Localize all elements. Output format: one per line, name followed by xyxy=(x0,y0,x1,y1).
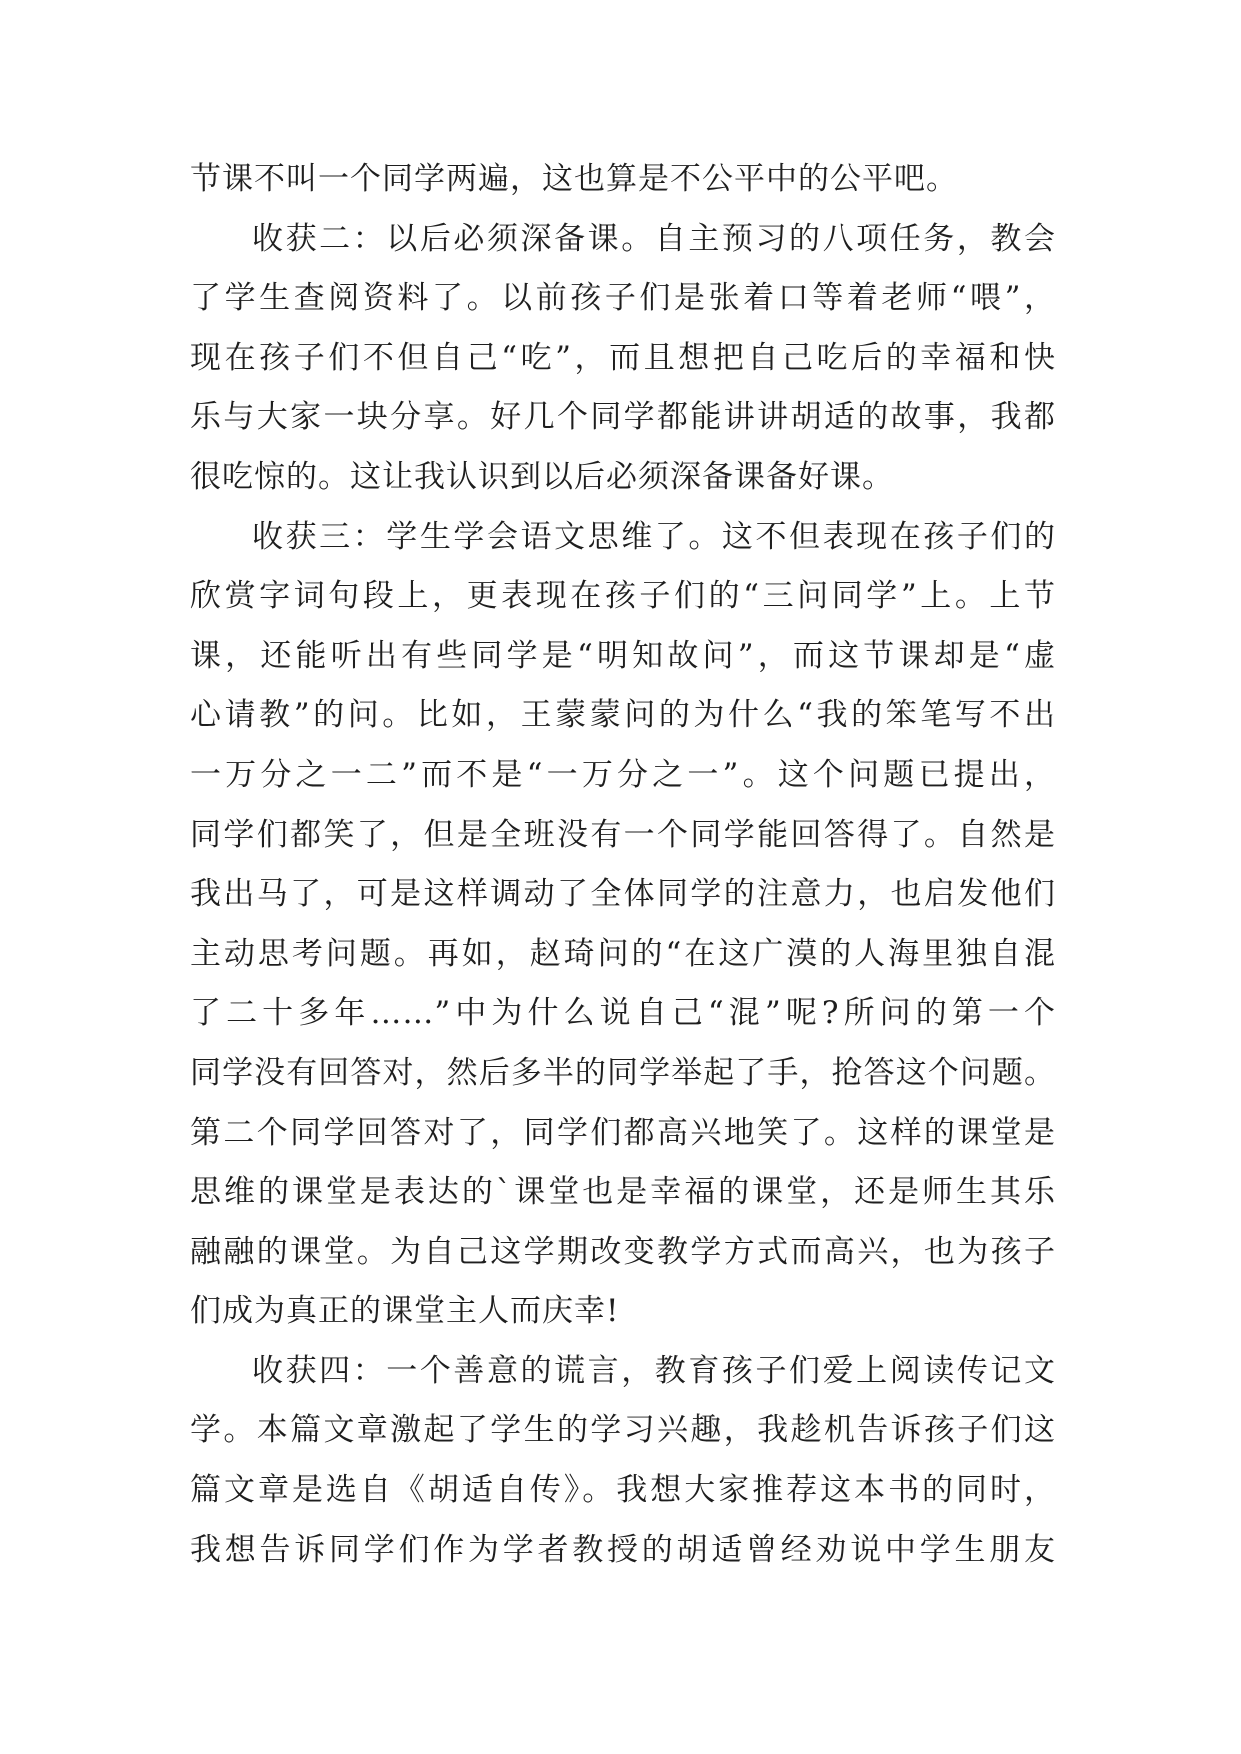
text-line: 节课不叫一个同学两遍，这也算是不公平中的公平吧。 xyxy=(190,161,958,197)
text-line: 同学们都笑了，但是全班没有一个同学能回答得了。自然是 xyxy=(190,816,1056,853)
paragraph-harvest-three xyxy=(190,508,1056,1342)
text-line: 们成为真正的课堂主人而庆幸! xyxy=(190,1293,620,1330)
text-line: 篇文章是选自《胡适自传》。我想大家推荐这本书的同时， xyxy=(190,1472,1056,1509)
text-line: 收获四：一个善意的谎言，教育孩子们爱上阅读传记文 xyxy=(252,1352,1056,1389)
text-line: 了二十多年……”中为什么说自己“混”呢?所问的第一个 xyxy=(190,995,1056,1032)
paragraph-harvest-four xyxy=(190,1342,1056,1580)
text-line: 我出马了，可是这样调动了全体同学的注意力，也启发他们 xyxy=(190,876,1056,913)
text-line: 很吃惊的。这让我认识到以后必须深备课备好课。 xyxy=(190,458,894,495)
paragraph-harvest-two xyxy=(190,210,1056,508)
text-line: 思维的课堂是表达的`课堂也是幸福的课堂，还是师生其乐 xyxy=(190,1174,1056,1211)
text-line: 一万分之一二”而不是“一万分之一”。这个问题已提出， xyxy=(190,756,1056,793)
paragraph-1 xyxy=(190,150,1056,210)
document-page xyxy=(190,150,1056,1580)
text-line: 收获三：学生学会语文思维了。这不但表现在孩子们的 xyxy=(252,518,1056,555)
text-line: 心请教”的问。比如，王蒙蒙问的为什么“我的笨笔写不出 xyxy=(190,697,1056,734)
text-line: 融融的课堂。为自己这学期改变教学方式而高兴，也为孩子 xyxy=(190,1233,1056,1270)
text-line: 学。本篇文章激起了学生的学习兴趣，我趁机告诉孩子们这 xyxy=(190,1412,1056,1449)
text-line: 课，还能听出有些同学是“明知故问”，而这节课却是“虚 xyxy=(190,637,1056,674)
text-line: 欣赏字词句段上，更表现在孩子们的“三问同学”上。上节 xyxy=(190,578,1056,615)
text-line: 了学生查阅资料了。以前孩子们是张着口等着老师“喂”， xyxy=(190,280,1056,317)
text-line: 现在孩子们不但自己“吃”，而且想把自己吃后的幸福和快 xyxy=(190,339,1056,376)
text-line: 我想告诉同学们作为学者教授的胡适曾经劝说中学生朋友 xyxy=(190,1531,1056,1568)
text-line: 主动思考问题。再如，赵琦问的“在这广漠的人海里独自混 xyxy=(190,935,1056,972)
text-line: 收获二：以后必须深备课。自主预习的八项任务，教会 xyxy=(252,220,1056,257)
text-line: 乐与大家一块分享。好几个同学都能讲讲胡适的故事，我都 xyxy=(190,399,1056,436)
text-line: 第二个同学回答对了，同学们都高兴地笑了。这样的课堂是 xyxy=(190,1114,1056,1151)
text-line: 同学没有回答对，然后多半的同学举起了手，抢答这个问题。 xyxy=(190,1054,1056,1091)
